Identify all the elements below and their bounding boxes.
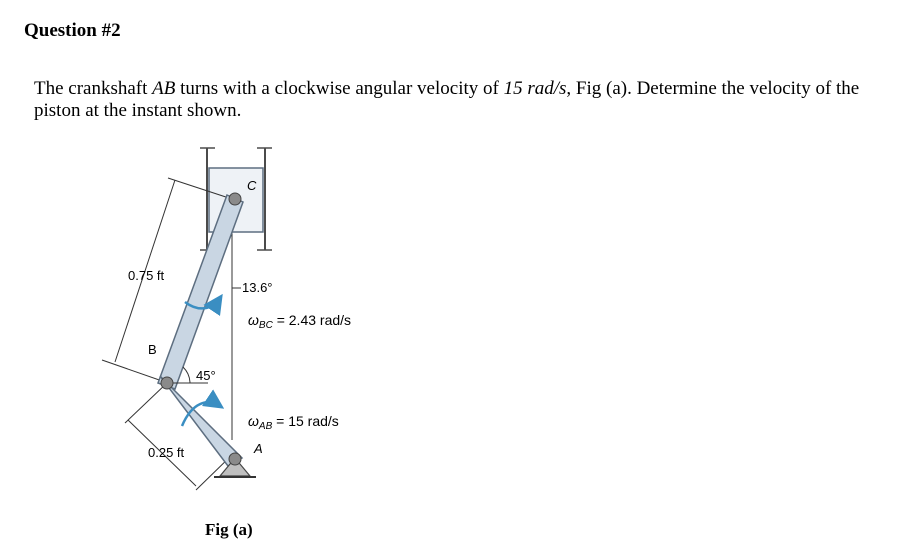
omega-bc-label bbox=[248, 312, 351, 331]
pin-c bbox=[229, 193, 241, 205]
crankshaft-diagram bbox=[90, 140, 430, 550]
angular-velocity-value: 15 rad/s bbox=[503, 78, 567, 99]
angle-ab-label: 45° bbox=[196, 368, 216, 383]
pin-b bbox=[161, 377, 173, 389]
omega-subscript: AB bbox=[258, 421, 273, 432]
question-text bbox=[34, 78, 894, 122]
length-bc-label: 0.75 ft bbox=[128, 268, 165, 283]
label-c: C bbox=[247, 178, 257, 193]
pin-a bbox=[229, 453, 241, 465]
omega-symbol: ω bbox=[248, 413, 259, 429]
dimension-extension-b bbox=[102, 360, 165, 382]
label-a: A bbox=[254, 441, 263, 456]
question-text-part: The crankshaft bbox=[34, 78, 153, 99]
crankshaft-name: AB bbox=[152, 78, 176, 99]
angle-bc-label: 13.6° bbox=[242, 280, 273, 295]
figure-caption: Fig (a) bbox=[205, 520, 253, 539]
omega-symbol: ω bbox=[248, 312, 259, 328]
omega-subscript: BC bbox=[258, 320, 273, 331]
length-ab-label: 0.25 ft bbox=[148, 445, 185, 460]
label-b: B bbox=[148, 342, 157, 357]
omega-ab-label bbox=[248, 413, 339, 432]
omega-bc-value: = 2.43 rad/s bbox=[272, 312, 352, 328]
question-text-part: turns with a clockwise angular velocity of bbox=[175, 78, 504, 99]
angle-arc-45 bbox=[183, 367, 190, 383]
omega-ab-value: = 15 rad/s bbox=[272, 413, 339, 429]
question-title: Question #2 bbox=[24, 20, 121, 41]
dimension-extension-b2 bbox=[125, 382, 168, 423]
crankshaft-figure bbox=[90, 140, 430, 550]
question-text-part: , Fig (a). Determine the velocity of the piston at the instant shown. bbox=[34, 78, 860, 121]
connecting-rod-bc bbox=[158, 195, 243, 389]
